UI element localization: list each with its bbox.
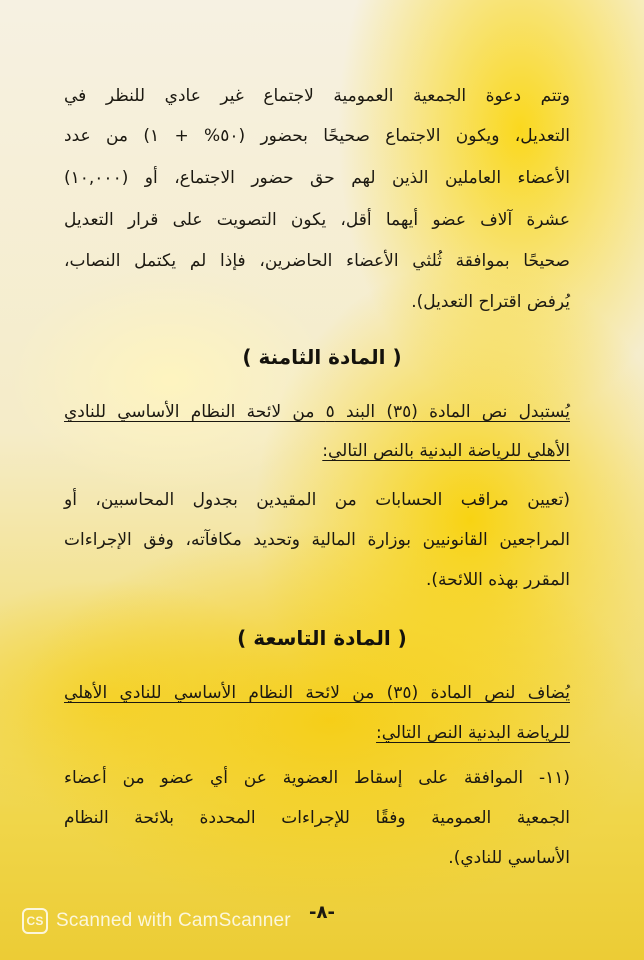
paragraph-1-line-1: وتتم دعوة الجمعية العمومية لاجتماع غير عادي للنظر في <box>64 86 570 106</box>
paragraph-1-line-5: صحيحًا بموافقة ثُلثي الأعضاء الحاضرين، فإذا لم يكتمل النصاب، <box>64 251 570 271</box>
paragraph-4-line-2: للرياضة البدنية النص التالي: <box>376 723 570 743</box>
article-8-heading: ( المادة الثامنة ) <box>242 345 402 369</box>
paragraph-2-line-2: الأهلي للرياضة البدنية بالنص التالي: <box>322 441 570 461</box>
paragraph-5-line-2: الجمعية العمومية وفقًا للإجراءات المحددة بلائحة النظام <box>64 808 570 828</box>
page-number: -٨- <box>309 902 335 923</box>
paragraph-3-line-2: المراجعين القانونيين بوزارة المالية وتحديد مكافآته، وفق الإجراءات <box>64 530 570 550</box>
paragraph-2-line-1: يُستبدل نص المادة (٣٥) البند ٥ من لائحة النظام الأساسي للنادي <box>64 402 570 422</box>
paragraph-1-line-3: الأعضاء العاملين الذين لهم حق حضور الاجتماع، أو (١٠,٠٠٠) <box>64 168 570 188</box>
paragraph-3-line-3: المقرر بهذه اللائحة). <box>425 570 570 590</box>
scanner-watermark-text: Scanned with CamScanner <box>56 910 291 931</box>
paragraph-1-line-6: يُرفض اقتراح التعديل). <box>411 292 570 312</box>
paragraph-1-line-4: عشرة آلاف عضو أيهما أقل، يكون التصويت على قرار التعديل <box>64 210 570 230</box>
paragraph-4-line-1: يُضاف لنص المادة (٣٥) من لائحة النظام الأساسي للنادي الأهلي <box>64 683 570 703</box>
paragraph-1-line-2: التعديل، ويكون الاجتماع صحيحًا بحضور (٥٠% + ١) من عدد <box>64 126 570 146</box>
camscanner-logo-icon: CS <box>22 908 48 934</box>
scanner-watermark <box>22 906 291 936</box>
article-9-heading: ( المادة التاسعة ) <box>237 626 407 650</box>
paragraph-5-line-3: الأساسي للنادي). <box>448 848 570 868</box>
paragraph-5-line-1: (١١- الموافقة على إسقاط العضوية عن أي عضو من أعضاء <box>64 768 570 788</box>
paragraph-3-line-1: (تعيين مراقب الحسابات من المقيدين بجدول المحاسبين، أو <box>64 490 570 510</box>
